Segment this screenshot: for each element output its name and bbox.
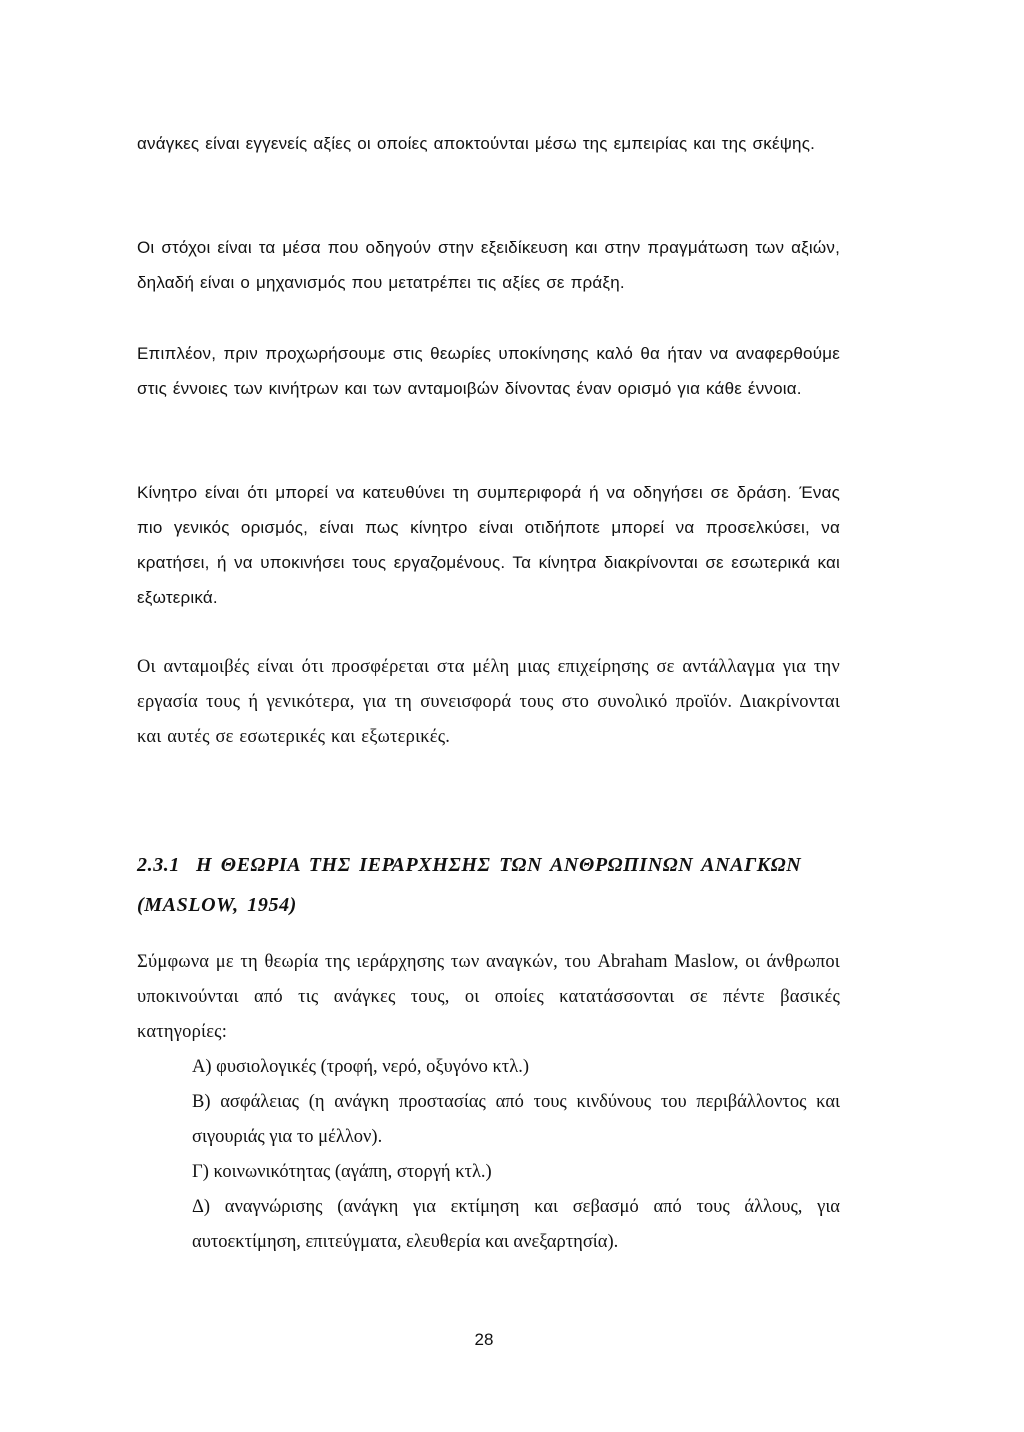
page-number: 28 — [474, 1330, 494, 1349]
section-number: 2.3.1 — [137, 854, 180, 876]
section-title: Η ΘΕΩΡΙΑ ΤΗΣ ΙΕΡΑΡΧΗΣΗΣ ΤΩΝ ΑΝΘΡΩΠΙΝΩΝ ΑΝΑΓΚΩΝ (MASLOW, 1954) — [137, 854, 802, 916]
paragraph-rewards-definition: Οι ανταμοιβές είναι ότι προσφέρεται στα μέλη μιας επιχείρησης σε αντάλλαγμα για την εργασία τους ή γενικότερα, για τη συνεισφορά τους στο συνολικό προϊόν. Διακρίνονται και αυτές σε εσωτερικές και εξωτερικές. — [137, 657, 840, 747]
list-item-safety: Β) ασφάλειας (η ανάγκη προστασίας από τους κινδύνους του περιβάλλοντος και σιγουριάς για το μέλλον). — [192, 1092, 840, 1147]
paragraph-intro-motivation: Επιπλέον, πριν προχωρήσουμε στις θεωρίες υποκίνησης καλό θα ήταν να αναφερθούμε στις έννοιες των κινήτρων και των ανταμοιβών δίνοντας έναν ορισμό για κάθε έννοια. — [137, 344, 840, 398]
paragraph-values: ανάγκες είναι εγγενείς αξίες οι οποίες αποκτούνται μέσω της εμπειρίας και της σκέψης. — [137, 134, 816, 153]
paragraph-maslow-intro: Σύμφωνα με τη θεωρία της ιεράρχησης των αναγκών, του Abraham Maslow, οι άνθρωποι υποκινούνται από τις ανάγκες τους, οι οποίες κατατάσσονται σε πέντε βασικές κατηγορίες: — [137, 952, 840, 1042]
paragraph-motive-definition: Κίνητρο είναι ότι μπορεί να κατευθύνει τη συμπεριφορά ή να οδηγήσει σε δράση. Ένας πιο γενικός ορισμός, είναι πως κίνητρο είναι οτιδήποτε μπορεί να προσελκύσει, να κρατήσει, ή να υποκινήσει τους εργαζομένους. Τα κίνητρα διακρίνονται σε εσωτερικά και εξωτερικά. — [137, 483, 840, 607]
section-heading — [137, 845, 847, 925]
list-item-social: Γ) κοινωνικότητας (αγάπη, στοργή κτλ.) — [192, 1162, 492, 1182]
list-item-esteem: Δ) αναγνώρισης (ανάγκη για εκτίμηση και σεβασμό από τους άλλους, για αυτοεκτίμηση, επιτεύγματα, ελευθερία και ανεξαρτησία). — [192, 1197, 840, 1252]
paragraph-goals: Οι στόχοι είναι τα μέσα που οδηγούν στην εξειδίκευση και στην πραγμάτωση των αξιών, δηλαδή είναι ο μηχανισμός που μετατρέπει τις αξίες σε πράξη. — [137, 238, 840, 292]
list-item-physiological: Α) φυσιολογικές (τροφή, νερό, οξυγόνο κτλ.) — [192, 1057, 529, 1077]
